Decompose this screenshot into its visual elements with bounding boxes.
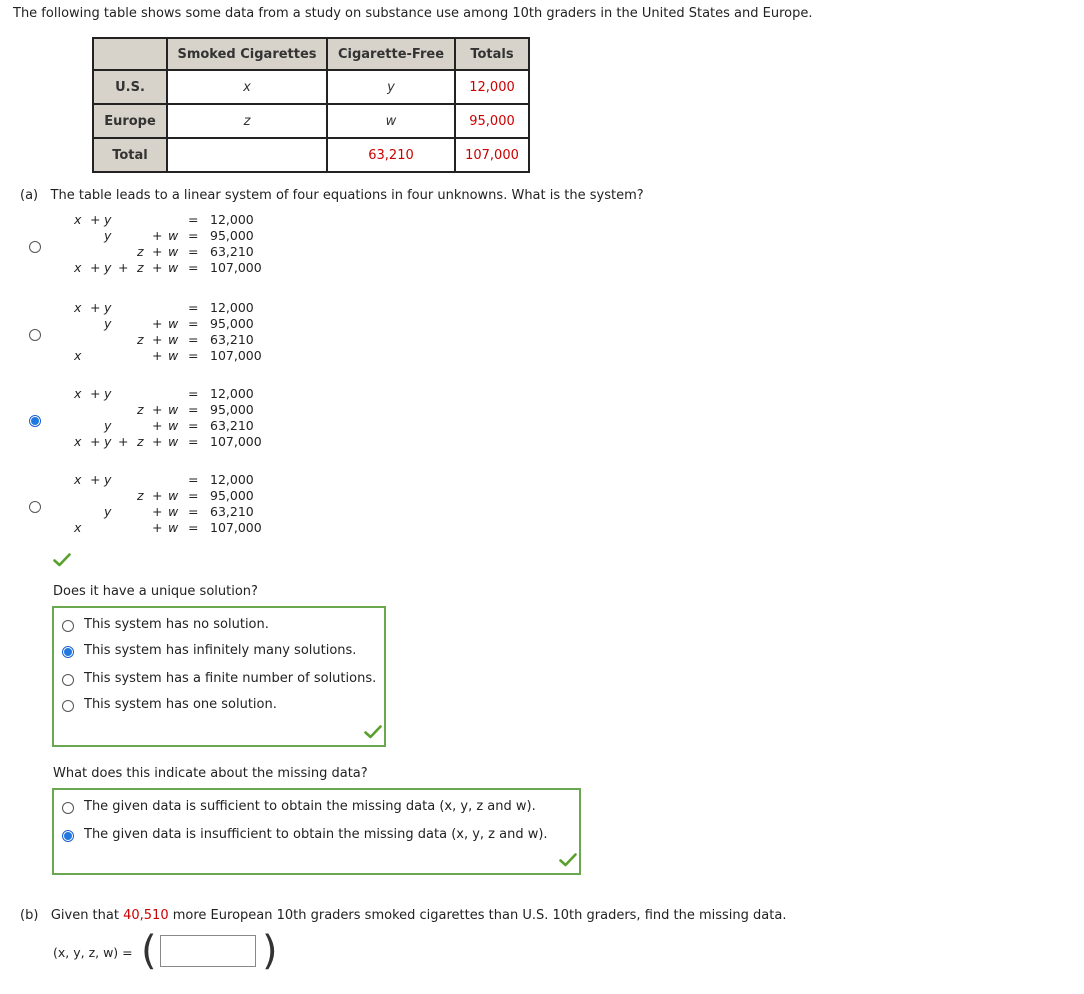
- cell-total-smoked: [167, 138, 327, 172]
- radio-infinitely-many[interactable]: [62, 646, 74, 658]
- eq-equals: =: [188, 504, 199, 519]
- eq-equals: =: [188, 434, 199, 449]
- eq-plus: +: [152, 402, 163, 417]
- eq-rhs: 95,000: [210, 316, 254, 331]
- eq-var-w: w: [168, 316, 179, 331]
- eq-equals: =: [188, 488, 199, 503]
- part-b-text-before: Given that: [50, 908, 119, 923]
- table-row: [93, 138, 529, 172]
- eq-var-y: y: [104, 418, 112, 433]
- row-label-europe: Europe: [93, 104, 167, 138]
- check-icon: [559, 853, 577, 867]
- row-label-total: Total: [93, 138, 167, 172]
- eq-plus: +: [152, 520, 163, 535]
- eq-plus: +: [152, 332, 163, 347]
- cell-y: y: [327, 70, 455, 104]
- right-paren: ): [262, 928, 278, 974]
- eq-var-w: w: [168, 488, 179, 503]
- table-row: [93, 104, 529, 138]
- eq-plus: +: [152, 418, 163, 433]
- answer-label: (x, y, z, w) =: [53, 945, 133, 960]
- eq-rhs: 107,000: [210, 260, 262, 275]
- eq-var-x: x: [74, 348, 82, 363]
- eq-rhs: 12,000: [210, 386, 254, 401]
- eq-rhs: 63,210: [210, 504, 254, 519]
- eq-plus: +: [152, 244, 163, 259]
- part-b-label: (b): [20, 908, 39, 923]
- eq-rhs: 12,000: [210, 212, 254, 227]
- eq-var-w: w: [168, 402, 179, 417]
- radio-finite-number[interactable]: [62, 674, 74, 686]
- eq-var-w: w: [168, 504, 179, 519]
- eq-equals: =: [188, 212, 199, 227]
- eq-var-w: w: [168, 348, 179, 363]
- cell-w: w: [327, 104, 455, 138]
- eq-plus: +: [90, 434, 101, 449]
- eq-var-x: x: [74, 520, 82, 535]
- eq-equals: =: [188, 316, 199, 331]
- eq-plus: +: [118, 434, 129, 449]
- missing-answer-box: [52, 788, 581, 875]
- part-b-question: [20, 908, 786, 923]
- intro-text: The following table shows some data from a study on substance use among 10th graders in the United States and Europe.: [13, 6, 813, 21]
- eq-var-y: y: [104, 504, 112, 519]
- option-sufficient-text: The given data is sufficient to obtain the missing data (x, y, z and w).: [84, 799, 536, 814]
- eq-plus: +: [90, 472, 101, 487]
- eq-var-x: x: [74, 212, 82, 227]
- radio-system-option-2[interactable]: [29, 329, 41, 341]
- eq-var-x: x: [74, 472, 82, 487]
- eq-rhs: 95,000: [210, 488, 254, 503]
- eq-var-y: y: [104, 228, 112, 243]
- eq-equals: =: [188, 244, 199, 259]
- eq-var-z: z: [137, 244, 144, 259]
- unique-answer-box: [52, 606, 386, 747]
- eq-var-y: y: [104, 472, 112, 487]
- eq-var-z: z: [137, 434, 144, 449]
- eq-plus: +: [90, 260, 101, 275]
- row-label-us: U.S.: [93, 70, 167, 104]
- eq-rhs: 12,000: [210, 300, 254, 315]
- eq-rhs: 107,000: [210, 348, 262, 363]
- eq-rhs: 95,000: [210, 402, 254, 417]
- eq-plus: +: [152, 488, 163, 503]
- eq-var-w: w: [168, 418, 179, 433]
- eq-var-y: y: [104, 434, 112, 449]
- check-icon: [53, 553, 71, 567]
- radio-one-solution[interactable]: [62, 700, 74, 712]
- part-b-text-after: more European 10th graders smoked cigarettes than U.S. 10th graders, find the missing data.: [172, 908, 787, 923]
- header-cigarette-free: Cigarette-Free: [327, 38, 455, 70]
- eq-rhs: 63,210: [210, 244, 254, 259]
- eq-var-y: y: [104, 260, 112, 275]
- eq-plus: +: [152, 434, 163, 449]
- option-finite-number: This system has a finite number of solutions.: [84, 671, 377, 686]
- eq-equals: =: [188, 402, 199, 417]
- table-corner: [93, 38, 167, 70]
- eq-equals: =: [188, 300, 199, 315]
- eq-var-x: x: [74, 300, 82, 315]
- option-no-solution: This system has no solution.: [84, 617, 269, 632]
- radio-insufficient[interactable]: [62, 830, 74, 842]
- eq-var-x: x: [74, 260, 82, 275]
- unique-question: Does it have a unique solution?: [53, 584, 258, 599]
- cell-x: x: [167, 70, 327, 104]
- eq-var-z: z: [137, 488, 144, 503]
- eq-var-w: w: [168, 244, 179, 259]
- eq-var-y: y: [104, 300, 112, 315]
- eq-plus: +: [90, 386, 101, 401]
- eq-var-x: x: [74, 434, 82, 449]
- eq-rhs: 95,000: [210, 228, 254, 243]
- part-a-question: [20, 188, 644, 203]
- eq-var-y: y: [104, 212, 112, 227]
- eq-rhs: 63,210: [210, 418, 254, 433]
- cell-us-total: 12,000: [455, 70, 529, 104]
- eq-var-z: z: [137, 332, 144, 347]
- eq-plus: +: [118, 260, 129, 275]
- eq-plus: +: [152, 260, 163, 275]
- radio-no-solution[interactable]: [62, 620, 74, 632]
- eq-equals: =: [188, 386, 199, 401]
- part-b-highlight: 40,510: [123, 908, 169, 923]
- eq-var-w: w: [168, 260, 179, 275]
- eq-var-w: w: [168, 434, 179, 449]
- table-row: [93, 70, 529, 104]
- cell-grand-total: 107,000: [455, 138, 529, 172]
- eq-equals: =: [188, 332, 199, 347]
- option-insufficient-text: The given data is insufficient to obtain the missing data (x, y, z and w).: [84, 827, 548, 842]
- header-smoked: Smoked Cigarettes: [167, 38, 327, 70]
- eq-equals: =: [188, 260, 199, 275]
- radio-system-option-4[interactable]: [29, 501, 41, 513]
- table-header-row: [93, 38, 529, 70]
- radio-system-option-1[interactable]: [29, 241, 41, 253]
- data-table: [92, 37, 530, 173]
- eq-plus: +: [152, 228, 163, 243]
- radio-system-option-3[interactable]: [29, 415, 41, 427]
- part-a-text: The table leads to a linear system of four equations in four unknowns. What is the system?: [50, 188, 644, 203]
- eq-equals: =: [188, 418, 199, 433]
- left-paren: (: [141, 928, 157, 974]
- cell-total-free: 63,210: [327, 138, 455, 172]
- eq-equals: =: [188, 228, 199, 243]
- eq-rhs: 107,000: [210, 520, 262, 535]
- eq-var-y: y: [104, 316, 112, 331]
- eq-equals: =: [188, 520, 199, 535]
- eq-plus: +: [90, 300, 101, 315]
- eq-equals: =: [188, 472, 199, 487]
- answer-input[interactable]: [160, 935, 256, 967]
- eq-rhs: 63,210: [210, 332, 254, 347]
- missing-question: What does this indicate about the missing data?: [53, 766, 368, 781]
- eq-var-w: w: [168, 228, 179, 243]
- eq-var-z: z: [137, 402, 144, 417]
- option-one-solution: This system has one solution.: [84, 697, 277, 712]
- eq-plus: +: [152, 348, 163, 363]
- eq-var-w: w: [168, 332, 179, 347]
- eq-var-x: x: [74, 386, 82, 401]
- eq-var-y: y: [104, 386, 112, 401]
- eq-equals: =: [188, 348, 199, 363]
- cell-z: z: [167, 104, 327, 138]
- header-totals: Totals: [455, 38, 529, 70]
- cell-europe-total: 95,000: [455, 104, 529, 138]
- eq-plus: +: [90, 212, 101, 227]
- option-infinitely-many: This system has infinitely many solutions.: [84, 643, 357, 658]
- eq-var-w: w: [168, 520, 179, 535]
- eq-plus: +: [152, 504, 163, 519]
- eq-plus: +: [152, 316, 163, 331]
- check-icon: [364, 725, 382, 739]
- option-sufficient: [84, 799, 536, 814]
- radio-sufficient[interactable]: [62, 802, 74, 814]
- option-insufficient: [84, 827, 548, 842]
- eq-rhs: 12,000: [210, 472, 254, 487]
- part-a-label: (a): [20, 188, 39, 203]
- eq-var-z: z: [137, 260, 144, 275]
- eq-rhs: 107,000: [210, 434, 262, 449]
